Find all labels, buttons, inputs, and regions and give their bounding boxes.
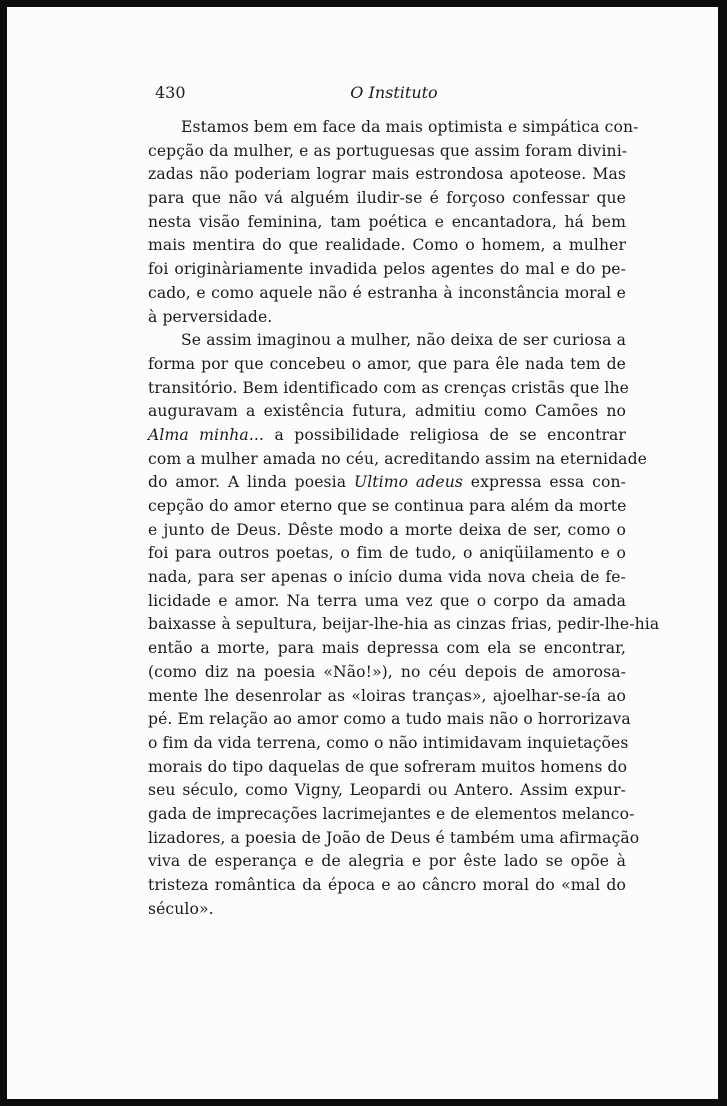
text-line (148, 613, 660, 637)
text-line (148, 211, 626, 235)
text-segment: do amor. A linda poesia (148, 473, 354, 492)
text-segment: Se assim imaginou a mulher, não deixa de ser curiosa a (181, 331, 626, 350)
text-line (148, 258, 626, 282)
text-line (148, 685, 626, 709)
body-text (148, 116, 660, 921)
text-line (148, 827, 640, 851)
text-segment: com a mulher amada no céu, acreditando assim na eternidade (148, 449, 647, 468)
text-segment: forma por que concebeu o amor, que para êle nada tem de (148, 354, 626, 373)
text-segment: licidade e amor. Na terra uma vez que o corpo da amada (148, 591, 626, 610)
text-segment: expressa essa con- (462, 473, 626, 492)
text-line (148, 803, 635, 827)
text-line (148, 448, 647, 472)
text-line (148, 495, 626, 519)
text-segment: Estamos bem em face da mais optimista e simpática con- (181, 118, 639, 136)
text-segment: auguravam a existência futura, admitiu como Camões no (148, 402, 626, 421)
text-line (148, 637, 626, 661)
text-segment: o fim da vida terrena, como o não intimidavam inquietações (148, 733, 629, 752)
text-line (148, 661, 626, 685)
italic-title: Alma minha... (148, 425, 264, 444)
text-segment: para que não vá alguém iludir-se é forçoso confessar que (148, 189, 626, 208)
running-title: O Instituto (350, 83, 438, 102)
text-line (148, 424, 626, 448)
text-line (148, 140, 626, 164)
text-segment: baixasse à sepultura, beijar-lhe-hia as cinzas frias, pedir-lhe-hia (148, 615, 660, 634)
text-line (148, 306, 626, 330)
text-segment: cepção da mulher, e as portuguesas que assim foram divini- (148, 141, 628, 160)
page-header (155, 83, 633, 107)
paragraph (148, 329, 660, 921)
text-line (148, 779, 626, 803)
text-line (148, 116, 639, 140)
text-line (148, 187, 626, 211)
text-line (148, 377, 629, 401)
text-line (148, 542, 626, 566)
text-segment: transitório. Bem identificado com as crenças cristãs que lhe (148, 378, 629, 397)
text-segment: então a morte, para mais depressa com ela se encontrar, (148, 639, 626, 658)
text-line (148, 756, 626, 780)
text-line (148, 732, 629, 756)
text-segment: mente lhe desenrolar as «loiras tranças», ajoelhar-se-ía ao (148, 686, 626, 705)
text-segment: morais do tipo daquelas de que sofreram muitos homens do (148, 757, 628, 776)
italic-title: Ultimo adeus (353, 473, 463, 492)
text-segment: mais mentira do que realidade. Como o homem, a mulher (148, 236, 626, 255)
text-line (148, 874, 626, 898)
text-line (148, 471, 626, 495)
text-line (148, 329, 626, 353)
text-segment: lizadores, a poesia de João de Deus é também uma afirmação (148, 828, 640, 847)
text-segment: pé. Em relação ao amor como a tudo mais não o horrorizava (148, 710, 631, 729)
text-segment: viva de esperança e de alegria e por êste lado se opõe à (148, 852, 626, 871)
text-line (148, 566, 626, 590)
paragraph (148, 116, 639, 329)
text-line (148, 282, 626, 306)
text-segment: nada, para ser apenas o início duma vida nova cheia de fe- (148, 568, 626, 587)
text-segment: século». (148, 899, 214, 918)
text-segment: zadas não poderiam lograr mais estrondosa apoteose. Mas (148, 165, 626, 184)
text-segment: (como diz na poesia «Não!»), no céu depois de amorosa- (148, 662, 626, 681)
text-line (148, 519, 626, 543)
text-line (148, 353, 626, 377)
text-segment: à perversidade. (148, 307, 273, 326)
text-line (148, 163, 626, 187)
text-line (148, 234, 626, 258)
text-line (148, 850, 626, 874)
text-line (148, 590, 626, 614)
text-segment: gada de imprecações lacrimejantes e de elementos melanco- (148, 804, 635, 823)
text-segment: foi para outros poetas, o fim de tudo, o aniqüilamento e o (148, 544, 626, 563)
text-segment: cado, e como aquele não é estranha à inconstância moral e (148, 283, 626, 302)
text-segment: tristeza romântica da época e ao câncro moral do «mal do (148, 876, 626, 894)
text-segment: seu século, como Vigny, Leopardi ou Antero. Assim expur- (148, 781, 626, 800)
text-line (148, 898, 626, 922)
text-segment: foi originàriamente invadida pelos agentes do mal e do pe- (148, 260, 626, 279)
text-segment: a possibilidade religiosa de se encontrar (264, 425, 626, 444)
page-number: 430 (155, 83, 186, 102)
text-line (148, 708, 631, 732)
text-segment: e junto de Deus. Dêste modo a morte deixa de ser, como o (148, 520, 626, 539)
text-line (148, 400, 626, 424)
text-segment: cepção do amor eterno que se continua para além da morte (148, 497, 627, 515)
text-segment: nesta visão feminina, tam poética e encantadora, há bem (148, 212, 626, 231)
